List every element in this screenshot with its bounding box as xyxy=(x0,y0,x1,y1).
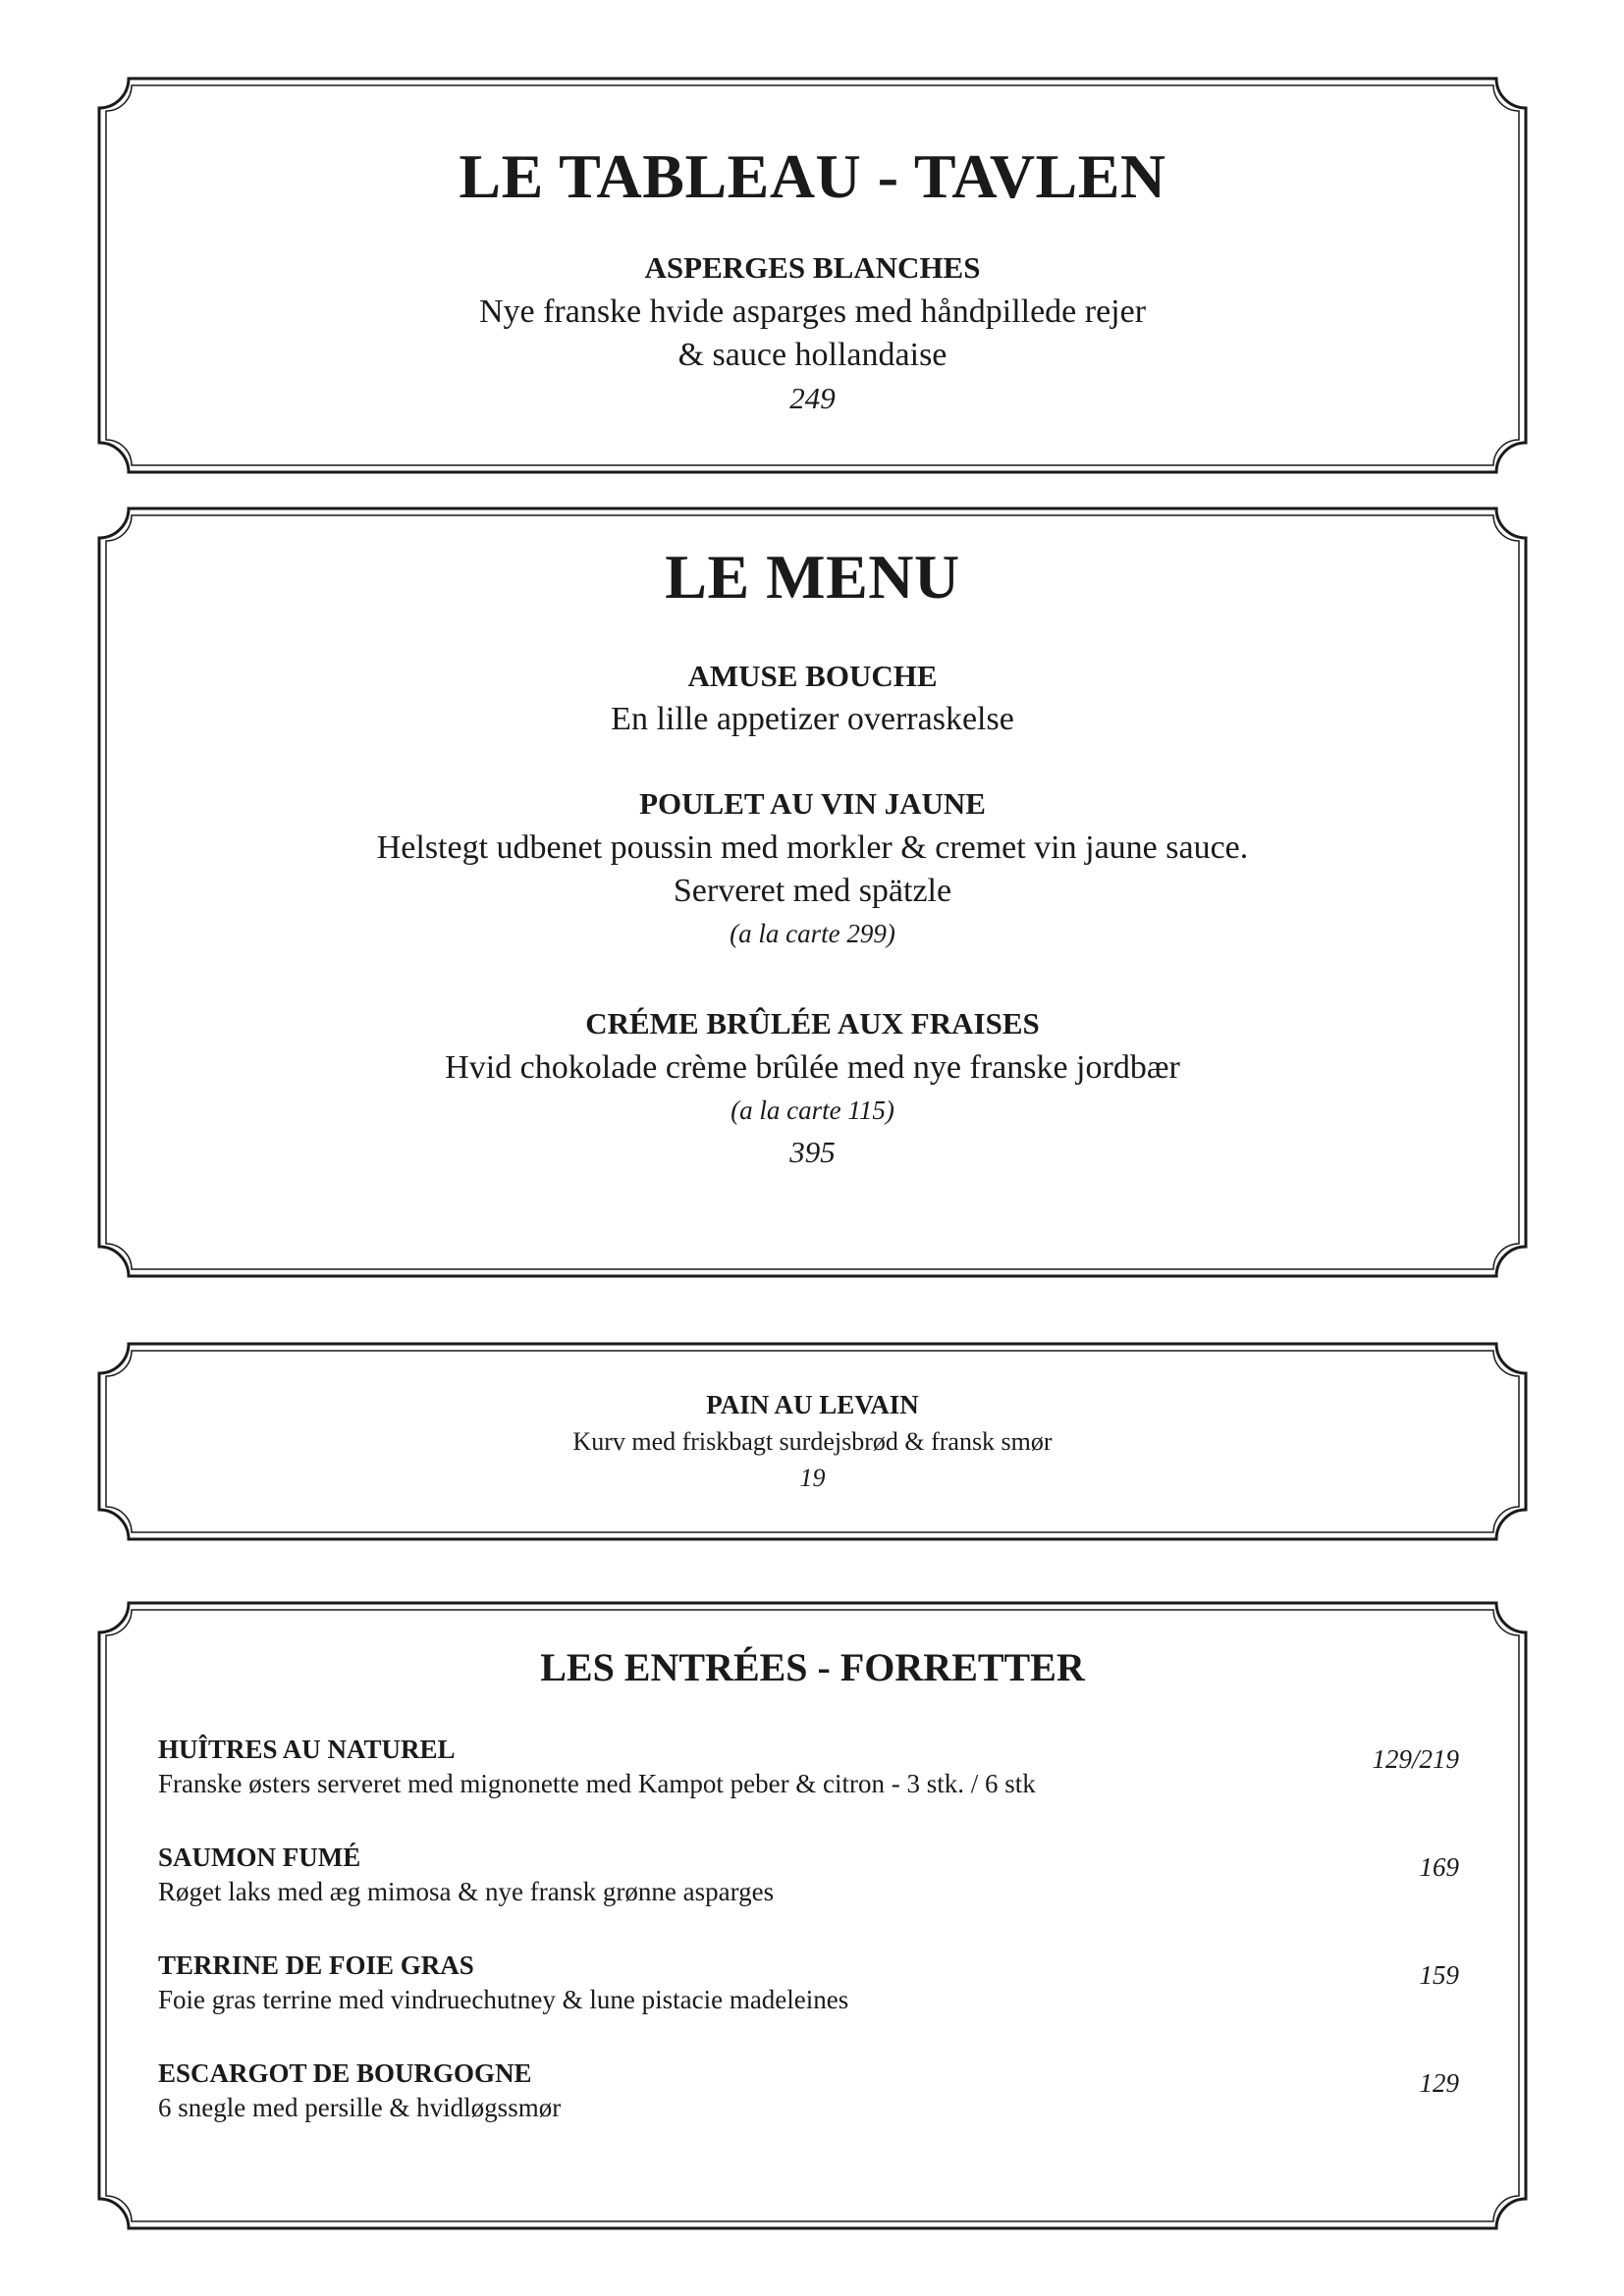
entree-desc: 6 snegle med persille & hvidløgssmør xyxy=(158,2093,562,2123)
menu-item-desc: En lille appetizer overraskelse xyxy=(611,701,1014,737)
entree-item xyxy=(158,1733,1459,1801)
tableau-panel xyxy=(97,77,1528,474)
menu-item-desc: Serveret med spätzle xyxy=(673,873,952,909)
entrees-title: LES ENTRÉES - FORRETTER xyxy=(540,1645,1085,1689)
entrees-panel xyxy=(97,1601,1528,2230)
entree-title: HUÎTRES AU NATUREL xyxy=(158,1735,456,1764)
tableau-title: LE TABLEAU - TAVLEN xyxy=(459,141,1166,211)
menu-item-alacarte: (a la carte 299) xyxy=(730,919,895,948)
menu-item-title: CRÉME BRÛLÉE AUX FRAISES xyxy=(585,1006,1040,1041)
entree-desc: Røget laks med æg mimosa & nye fransk grønne asparges xyxy=(158,1877,775,1907)
tableau-dish-desc-line2: & sauce hollandaise xyxy=(677,337,947,373)
entree-price: 159 xyxy=(1419,1960,1459,1990)
pain-price: 19 xyxy=(799,1464,826,1492)
entree-desc: Foie gras terrine med vindruechutney & lune pistacie madeleines xyxy=(158,1985,849,2015)
menu-item-desc: Hvid chokolade crème brûlée med nye franske jordbær xyxy=(445,1049,1180,1086)
menu-item-title: POULET AU VIN JAUNE xyxy=(639,786,986,821)
pain-desc: Kurv med friskbagt surdejsbrød & fransk smør xyxy=(572,1427,1053,1456)
tableau-dish-desc-line1: Nye franske hvide asparges med håndpillede rejer xyxy=(478,294,1147,330)
entree-desc: Franske østers serveret med mignonette med Kampot peber & citron - 3 stk. / 6 stk xyxy=(158,1769,1036,1799)
menu-title: LE MENU xyxy=(665,542,960,612)
entree-item xyxy=(158,1841,1459,1909)
tableau-dish-title: ASPERGES BLANCHES xyxy=(644,250,981,285)
entree-title: SAUMON FUMÉ xyxy=(158,1842,361,1872)
menu-item-desc: Helstegt udbenet poussin med morkler & cremet vin jaune sauce. xyxy=(376,829,1249,866)
menu-panel xyxy=(97,507,1528,1278)
entree-price: 129 xyxy=(1419,2068,1459,2098)
entree-title: TERRINE DE FOIE GRAS xyxy=(158,1950,474,1980)
entree-price: 129/219 xyxy=(1372,1744,1459,1774)
entree-item xyxy=(158,2056,1459,2125)
entree-title: ESCARGOT DE BOURGOGNE xyxy=(158,2058,532,2088)
pain-title: PAIN AU LEVAIN xyxy=(706,1390,919,1419)
menu-item-alacarte: (a la carte 115) xyxy=(731,1095,894,1125)
tableau-price: 249 xyxy=(789,381,836,415)
entree-item xyxy=(158,1949,1459,2017)
pain-panel xyxy=(97,1342,1528,1541)
menu-item-title: AMUSE BOUCHE xyxy=(687,659,938,693)
menu-price: 395 xyxy=(789,1135,836,1169)
entree-price: 169 xyxy=(1419,1852,1459,1882)
